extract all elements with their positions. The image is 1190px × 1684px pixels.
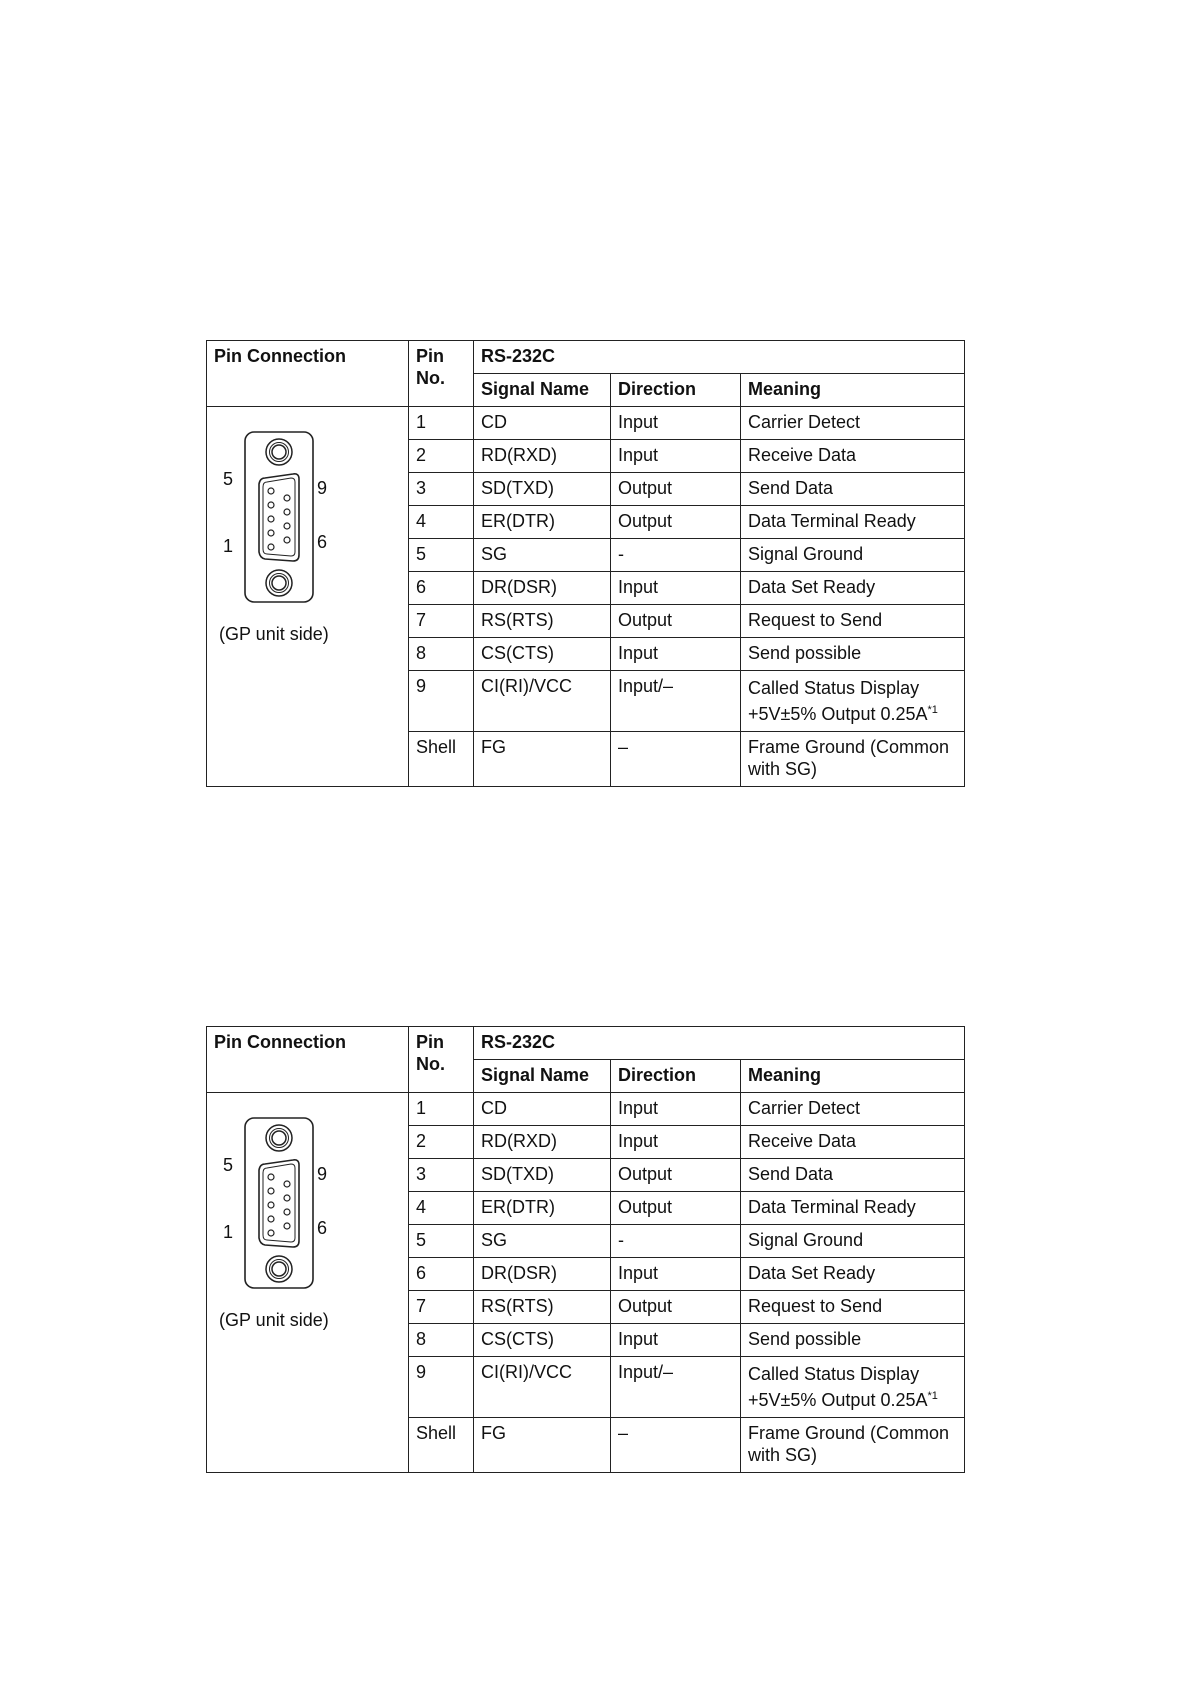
pin-no-cell: 3 (409, 1159, 474, 1192)
meaning-cell: Data Set Ready (741, 1258, 965, 1291)
meaning-cell: Request to Send (741, 605, 965, 638)
footnote-ref: *1 (927, 704, 938, 716)
signal-cell: RD(RXD) (474, 440, 611, 473)
meaning-cell: Signal Ground (741, 539, 965, 572)
direction-cell: Input (611, 638, 741, 671)
header-meaning: Meaning (741, 374, 965, 407)
meaning-cell: Send possible (741, 638, 965, 671)
header-pin-no: Pin No. (409, 1027, 474, 1093)
pin-no-cell: 8 (409, 1324, 474, 1357)
signal-cell: DR(DSR) (474, 1258, 611, 1291)
meaning-cell: Carrier Detect (741, 1093, 965, 1126)
pin-no-cell: 9 (409, 671, 474, 732)
signal-cell: RD(RXD) (474, 1126, 611, 1159)
direction-cell: Input (611, 1324, 741, 1357)
pin-label-6: 6 (317, 1218, 328, 1238)
header-pin-connection: Pin Connection (207, 1027, 409, 1093)
direction-cell: - (611, 1225, 741, 1258)
meaning-cell: Signal Ground (741, 1225, 965, 1258)
diagram-caption: (GP unit side) (219, 624, 329, 644)
pin-no-cell: 8 (409, 638, 474, 671)
direction-cell: Output (611, 506, 741, 539)
signal-cell: CD (474, 1093, 611, 1126)
pin-no-cell: 7 (409, 1291, 474, 1324)
output-spec: +5V±5% Output 0.25A (748, 1390, 928, 1410)
pin-label-1: 1 (223, 536, 234, 556)
pin-label-9: 9 (317, 478, 328, 498)
direction-cell: Input (611, 1126, 741, 1159)
header-signal-name: Signal Name (474, 374, 611, 407)
pin-no-cell: Shell (409, 1418, 474, 1473)
signal-cell: SG (474, 1225, 611, 1258)
pin-no-cell: 1 (409, 407, 474, 440)
pin-no-cell: 2 (409, 1126, 474, 1159)
signal-cell: CS(CTS) (474, 638, 611, 671)
meaning-cell: Send possible (741, 1324, 965, 1357)
header-pin-no: Pin No. (409, 341, 474, 407)
signal-cell: CI(RI)/VCC (474, 1357, 611, 1418)
direction-cell: – (611, 732, 741, 787)
signal-cell: SD(TXD) (474, 1159, 611, 1192)
pin-table-2 (206, 1026, 965, 1473)
signal-cell: FG (474, 1418, 611, 1473)
pin-no-cell: 3 (409, 473, 474, 506)
header-meaning: Meaning (741, 1060, 965, 1093)
header-pin-connection: Pin Connection (207, 341, 409, 407)
meaning-cell: Carrier Detect (741, 407, 965, 440)
header-rs232c: RS-232C (474, 1027, 965, 1060)
pin-no-cell: 4 (409, 1192, 474, 1225)
pin-no-cell: 2 (409, 440, 474, 473)
pin-label-5: 5 (223, 1155, 234, 1175)
direction-cell: Input/– (611, 1357, 741, 1418)
meaning-cell: Frame Ground (Common with SG) (741, 1418, 965, 1473)
signal-cell: CD (474, 407, 611, 440)
pin-no-cell: 7 (409, 605, 474, 638)
direction-cell: Input (611, 572, 741, 605)
pin-no-cell: Shell (409, 732, 474, 787)
header-direction: Direction (611, 374, 741, 407)
pin-label-5: 5 (223, 469, 234, 489)
signal-cell: SD(TXD) (474, 473, 611, 506)
pin-no-cell: 6 (409, 572, 474, 605)
direction-cell: Output (611, 1291, 741, 1324)
pin-no-cell: 5 (409, 539, 474, 572)
signal-cell: DR(DSR) (474, 572, 611, 605)
meaning-cell: Data Terminal Ready (741, 506, 965, 539)
signal-cell: RS(RTS) (474, 605, 611, 638)
meaning-cell (741, 671, 965, 732)
diagram-caption: (GP unit side) (219, 1310, 329, 1330)
signal-cell: CS(CTS) (474, 1324, 611, 1357)
pin-label-1: 1 (223, 1222, 234, 1242)
pin-no-cell: 4 (409, 506, 474, 539)
direction-cell: - (611, 539, 741, 572)
pin-label-9: 9 (317, 1164, 328, 1184)
meaning-cell: Frame Ground (Common with SG) (741, 732, 965, 787)
db9-connector-icon (207, 1093, 407, 1323)
direction-cell: Output (611, 605, 741, 638)
pin-table-1 (206, 340, 965, 787)
header-signal-name: Signal Name (474, 1060, 611, 1093)
meaning-line-1: Called Status Display (748, 678, 920, 698)
signal-cell: FG (474, 732, 611, 787)
signal-cell: CI(RI)/VCC (474, 671, 611, 732)
meaning-cell: Receive Data (741, 1126, 965, 1159)
signal-cell: ER(DTR) (474, 506, 611, 539)
connector-diagram (207, 407, 409, 787)
direction-cell: Input (611, 1093, 741, 1126)
meaning-line-2 (748, 701, 957, 727)
meaning-cell: Send Data (741, 473, 965, 506)
signal-cell: RS(RTS) (474, 1291, 611, 1324)
connector-diagram (207, 1093, 409, 1473)
header-rs232c: RS-232C (474, 341, 965, 374)
direction-cell: Input (611, 1258, 741, 1291)
header-direction: Direction (611, 1060, 741, 1093)
pin-label-6: 6 (317, 532, 328, 552)
signal-cell: SG (474, 539, 611, 572)
direction-cell: – (611, 1418, 741, 1473)
meaning-cell (741, 1357, 965, 1418)
meaning-line-2 (748, 1387, 957, 1413)
footnote-ref: *1 (927, 1390, 938, 1402)
meaning-cell: Request to Send (741, 1291, 965, 1324)
direction-cell: Output (611, 1192, 741, 1225)
pin-no-cell: 1 (409, 1093, 474, 1126)
direction-cell: Input (611, 440, 741, 473)
pin-no-cell: 5 (409, 1225, 474, 1258)
pin-no-cell: 9 (409, 1357, 474, 1418)
pin-no-cell: 6 (409, 1258, 474, 1291)
db9-connector-icon (207, 407, 407, 637)
meaning-cell: Data Set Ready (741, 572, 965, 605)
direction-cell: Output (611, 473, 741, 506)
direction-cell: Output (611, 1159, 741, 1192)
signal-cell: ER(DTR) (474, 1192, 611, 1225)
meaning-cell: Data Terminal Ready (741, 1192, 965, 1225)
output-spec: +5V±5% Output 0.25A (748, 704, 928, 724)
direction-cell: Input/– (611, 671, 741, 732)
meaning-cell: Receive Data (741, 440, 965, 473)
direction-cell: Input (611, 407, 741, 440)
meaning-cell: Send Data (741, 1159, 965, 1192)
meaning-line-1: Called Status Display (748, 1364, 920, 1384)
